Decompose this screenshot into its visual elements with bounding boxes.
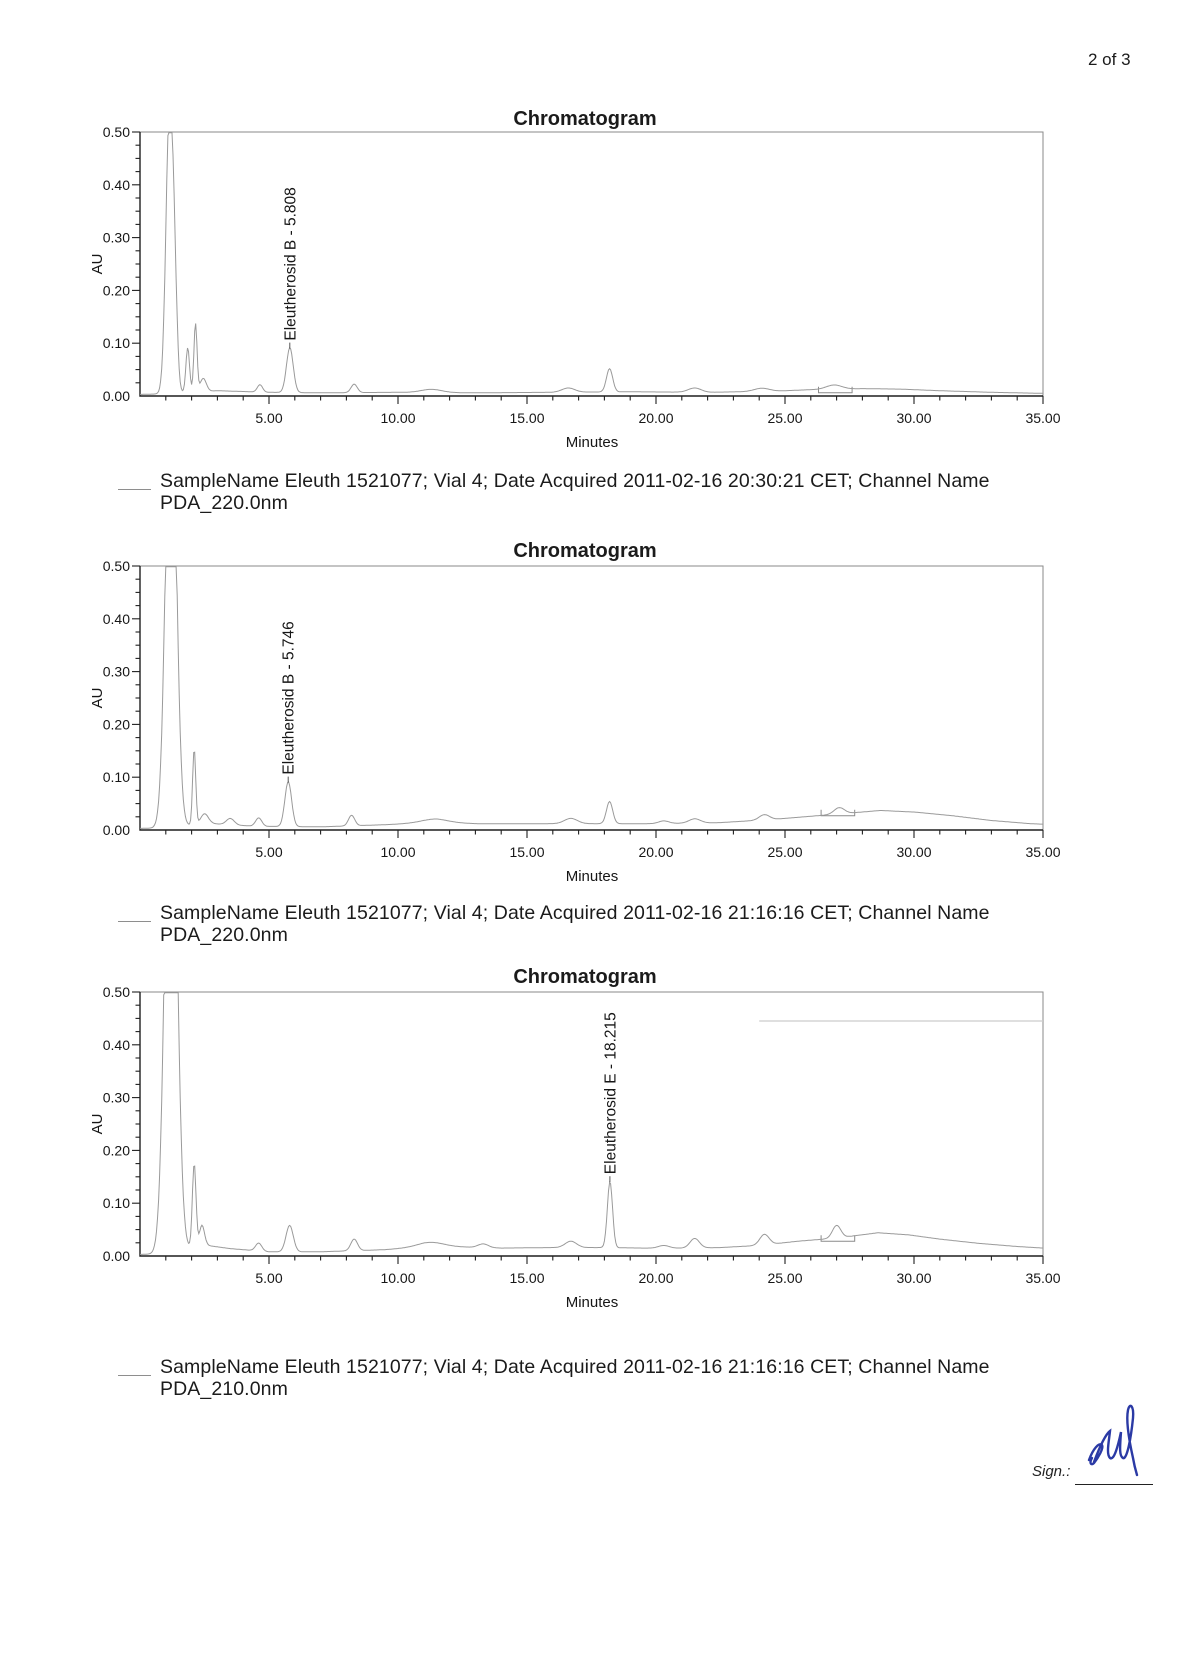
x-tick-label: 25.00 (767, 844, 803, 860)
series-legend-line (118, 921, 151, 922)
caption-line-1: SampleName Eleuth 1521077; Vial 4; Date Acquired 2011-02-16 21:16:16 CET; Channel Name (160, 1356, 990, 1378)
y-tick-label: 0.40 (102, 176, 130, 193)
x-tick-label: 5.00 (255, 1270, 283, 1286)
x-tick-label: 15.00 (509, 1270, 545, 1286)
y-tick-label: 0.30 (102, 1089, 130, 1106)
peak-label: Eleutherosid B - 5.808 (282, 187, 300, 341)
y-tick-label: 0.50 (102, 124, 130, 140)
chromatogram-plot (85, 96, 1085, 456)
x-tick-label: 35.00 (1025, 410, 1061, 426)
x-tick-label: 30.00 (896, 1270, 932, 1286)
peak-label: Eleutherosid B - 5.746 (280, 621, 298, 775)
y-tick-label: 0.40 (102, 610, 130, 627)
x-tick-label: 20.00 (638, 1270, 674, 1286)
x-axis-label: Minutes (565, 434, 619, 451)
x-axis-label: Minutes (565, 868, 619, 885)
y-tick-label: 0.50 (102, 984, 130, 1000)
y-tick-label: 0.30 (102, 663, 130, 680)
y-tick-label: 0.10 (102, 1195, 130, 1212)
plot-frame (140, 566, 1043, 830)
chart-2-caption (160, 902, 1050, 946)
plot-axes (140, 992, 1043, 1256)
chromatogram-trace (140, 993, 1043, 1255)
chart-1-caption (160, 470, 1050, 514)
x-axis-label: Minutes (565, 1294, 619, 1311)
x-tick-label: 10.00 (380, 410, 416, 426)
y-tick-label: 0.10 (102, 769, 130, 786)
chromatogram-trace (140, 567, 1043, 829)
chart-3-title: Chromatogram (513, 966, 657, 988)
y-tick-label: 0.40 (102, 1036, 130, 1053)
x-tick-label: 10.00 (380, 1270, 416, 1286)
chromatogram-chart-2 (85, 530, 1085, 890)
page-number: 2 of 3 (1088, 50, 1131, 69)
series-legend-line (118, 1375, 151, 1376)
x-tick-label: 20.00 (638, 410, 674, 426)
x-tick-label: 20.00 (638, 844, 674, 860)
chart-3-caption (160, 1356, 1050, 1400)
chromatogram-chart-1 (85, 96, 1085, 456)
y-tick-label: 0.10 (102, 335, 130, 352)
signature-ink (1079, 1396, 1151, 1486)
x-tick-label: 10.00 (380, 844, 416, 860)
x-tick-label: 30.00 (896, 844, 932, 860)
y-axis-label: AU (89, 687, 106, 709)
x-tick-label: 5.00 (255, 410, 283, 426)
y-tick-label: 0.00 (102, 1248, 130, 1264)
x-tick-label: 35.00 (1025, 844, 1061, 860)
signature-label: Sign.: (1032, 1463, 1071, 1480)
chromatogram-plot (85, 956, 1085, 1316)
peak-label: Eleutherosid E - 18.215 (602, 1012, 620, 1175)
y-tick-label: 0.00 (102, 388, 130, 404)
series-legend-line (118, 489, 151, 490)
x-tick-label: 30.00 (896, 410, 932, 426)
chart-1-title: Chromatogram (513, 108, 657, 130)
x-tick-label: 35.00 (1025, 1270, 1061, 1286)
y-tick-label: 0.00 (102, 822, 130, 838)
y-tick-label: 0.20 (102, 716, 130, 733)
x-tick-label: 15.00 (509, 844, 545, 860)
y-tick-label: 0.30 (102, 229, 130, 246)
plot-frame (140, 132, 1043, 396)
y-axis-label: AU (89, 1113, 106, 1135)
x-tick-label: 25.00 (767, 410, 803, 426)
plot-axes (140, 566, 1043, 830)
caption-line-1: SampleName Eleuth 1521077; Vial 4; Date Acquired 2011-02-16 21:16:16 CET; Channel Name (160, 902, 990, 924)
y-tick-label: 0.20 (102, 1142, 130, 1159)
y-tick-label: 0.50 (102, 558, 130, 574)
caption-line-2: PDA_220.0nm (160, 492, 288, 514)
y-tick-label: 0.20 (102, 282, 130, 299)
x-tick-label: 5.00 (255, 844, 283, 860)
chromatogram-chart-3 (85, 956, 1085, 1316)
plot-frame (140, 992, 1043, 1256)
caption-line-1: SampleName Eleuth 1521077; Vial 4; Date Acquired 2011-02-16 20:30:21 CET; Channel Name (160, 470, 990, 492)
chart-2-title: Chromatogram (513, 540, 657, 562)
caption-line-2: PDA_220.0nm (160, 924, 288, 946)
x-tick-label: 15.00 (509, 410, 545, 426)
y-axis-label: AU (89, 253, 106, 275)
plot-axes (140, 132, 1043, 396)
chromatogram-trace (140, 133, 1043, 395)
x-tick-label: 25.00 (767, 1270, 803, 1286)
caption-line-2: PDA_210.0nm (160, 1378, 288, 1400)
chromatogram-plot (85, 530, 1085, 890)
